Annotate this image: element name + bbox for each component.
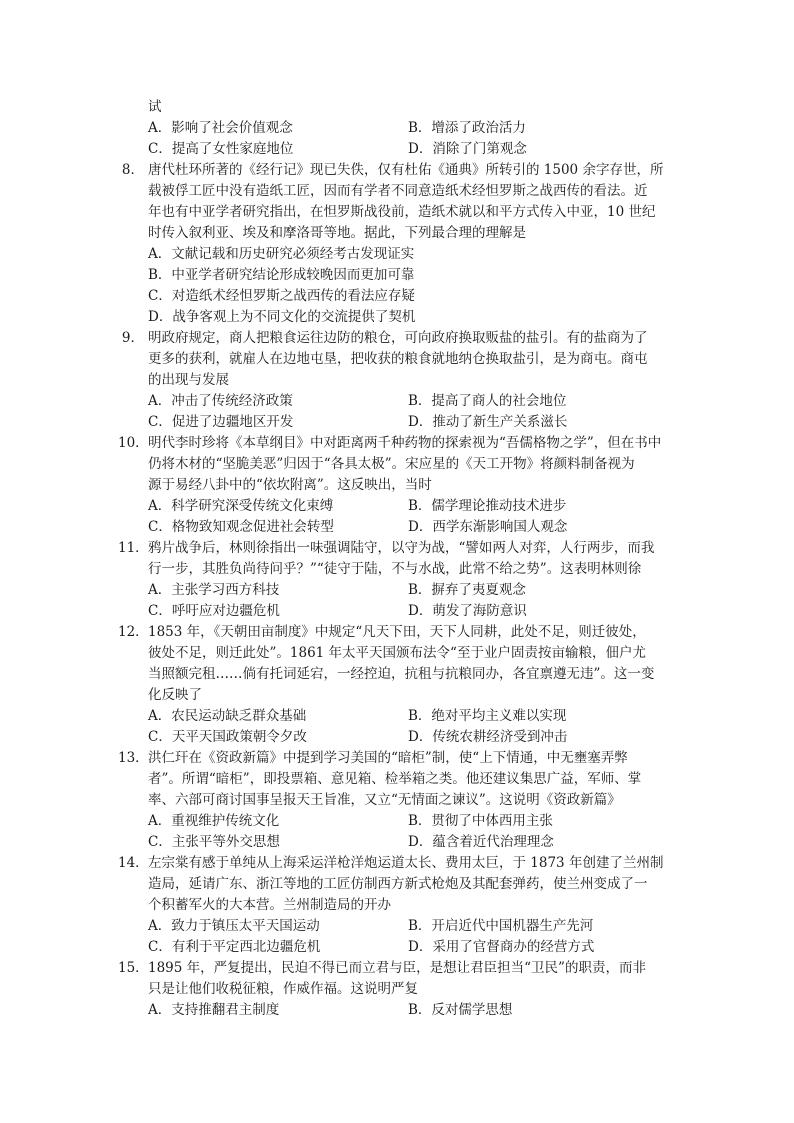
q8-stem-line: 唐代杜环所著的《经行记》现已失佚，仅有杜佑《通典》所转引的 1500 余字存世，所 <box>148 162 664 178</box>
q14-stem-line: 个积蓄军火的大本营。兰州制造局的开办 <box>148 897 391 913</box>
q9-stem-line: 更多的获利，就雇人在边地屯垦，把收获的粮食就地纳仓换取盐引，是为商屯。商屯 <box>148 351 648 367</box>
q14-stem-line: 左宗棠有感于单纯从上海采运洋枪洋炮运道太长、费用太巨，于 1873 年创建了兰州制 <box>148 855 664 871</box>
q12-option-c: C．天平天国政策朝令夕改 <box>148 729 307 745</box>
q8-option-b: B．中亚学者研究结论形成较晚因而更加可靠 <box>148 267 415 283</box>
q10-stem-line: 源于易经八卦中的“依坎附离”。这反映出，当时 <box>148 477 432 493</box>
q8-option-c: C．对造纸术经怛罗斯之战西传的看法应存疑 <box>148 288 415 304</box>
q13-stem-line: 洪仁玕在《资政新篇》中提到学习美国的“暗柜”制，使“上下情通，中无壅塞弄弊 <box>148 750 628 766</box>
q11-stem-line: 行一步，其胜负尚待问乎？”“徒守于陆，不与水战，此常不给之势”。这表明林则徐 <box>148 561 642 577</box>
q10-number: 10． <box>118 435 149 451</box>
q8-stem-line: 载被俘工匠中没有造纸工匠，因而有学者不同意造纸术经怛罗斯之战西传的看法。近 <box>148 183 648 199</box>
q12-option-d: D．传统农耕经济受到冲击 <box>408 729 568 745</box>
q10-option-b: B．儒学理论推动技术进步 <box>408 498 567 514</box>
q9-option-b: B．提高了商人的社会地位 <box>408 393 567 409</box>
q8-stem-line: 时传入叙利亚、埃及和摩洛哥等地。据此，下列最合理的理解是 <box>148 225 526 241</box>
q14-number: 14． <box>118 855 149 871</box>
q12-stem-line: 1853 年，《天朝田亩制度》中规定“凡天下田，天下人同耕，此处不足，则迁彼处， <box>148 624 646 640</box>
q10-stem-line: 明代李时珍将《本草纲目》中对距离两千种药物的探索视为“吾儒格物之学”，但在书中 <box>148 435 662 451</box>
q8-option-d: D．战争客观上为不同文化的交流提供了契机 <box>148 309 416 325</box>
q15-stem-line: 1895 年，严复提出，民迫不得已而立君与臣，是想让君臣担当“卫民”的职责，而非 <box>148 960 646 976</box>
q7-tail: 试 <box>148 99 162 115</box>
q13-number: 13． <box>118 750 149 766</box>
q7-option-b: B．增添了政治活力 <box>408 120 526 136</box>
q11-stem-line: 鸦片战争后，林则徐指出一味强调陆守，以守为战，“譬如两人对弈，人行两步，而我 <box>148 540 655 556</box>
q13-option-b: B．贯彻了中体西用主张 <box>408 813 553 829</box>
q11-option-d: D．萌发了海防意识 <box>408 603 527 619</box>
q13-option-c: C．主张平等外交思想 <box>148 834 280 850</box>
q14-option-a: A．致力于镇压太平天国运动 <box>148 918 320 934</box>
q10-stem-line: 仍将木材的“坚脆美恶”归因于“各具太极”。宋应星的《天工开物》将颜料制备视为 <box>148 456 635 472</box>
q15-option-b: B．反对儒学思想 <box>408 1002 513 1018</box>
q14-option-d: D．采用了官督商办的经营方式 <box>408 939 595 955</box>
q13-stem-line: 者”。所谓“暗柜”，即投票箱、意见箱、检举箱之类。他还建议集思广益，军师、掌 <box>148 771 642 787</box>
q11-option-b: B．摒弃了夷夏观念 <box>408 582 526 598</box>
q14-stem-line: 造局，延请广东、浙江等地的工匠仿制西方新式枪炮及其配套弹药，使兰州变成了一 <box>148 876 648 892</box>
q11-number: 11． <box>118 540 149 556</box>
q12-option-b: B．绝对平均主义难以实现 <box>408 708 567 724</box>
q12-number: 12． <box>118 624 149 640</box>
q15-number: 15． <box>118 960 149 976</box>
q10-option-a: A．科学研究深受传统文化束缚 <box>148 498 334 514</box>
q8-stem-line: 年也有中亚学者研究指出，在怛罗斯战役前，造纸术就以和平方式传入中亚，10 世纪 <box>148 204 656 220</box>
q11-option-a: A．主张学习西方科技 <box>148 582 280 598</box>
q13-option-d: D．蕴含着近代治理理念 <box>408 834 554 850</box>
q7-option-a: A．影响了社会价值观念 <box>148 120 293 136</box>
q9-option-a: A．冲击了传统经济政策 <box>148 393 293 409</box>
q13-option-a: A．重视维护传统文化 <box>148 813 280 829</box>
q12-option-a: A．农民运动缺乏群众基础 <box>148 708 307 724</box>
q9-number: 9． <box>121 330 144 346</box>
q12-stem-line: 当照额完租……倘有托词延宕，一经控迫，抗租与抗粮同办，各宜禀遵无违”。这一变 <box>148 666 655 682</box>
q13-stem-line: 率、六部可商讨国事呈报天王旨准，又立“无情面之谏议”。这说明《资政新篇》 <box>148 792 621 808</box>
q10-option-d: D．西学东渐影响国人观念 <box>408 519 568 535</box>
q9-option-c: C．促进了边疆地区开发 <box>148 414 294 430</box>
q12-stem-line: 彼处不足，则迁此处”。1861 年太平天国颁布法令“至于业户固责按亩输粮，佃户尤 <box>148 645 646 661</box>
q9-stem-line: 的出现与发展 <box>148 372 229 388</box>
q11-option-c: C．呼吁应对边疆危机 <box>148 603 280 619</box>
q7-option-d: D．消除了门第观念 <box>408 141 527 157</box>
q9-stem-line: 明政府规定，商人把粮食运往边防的粮仓，可向政府换取贩盐的盐引。有的盐商为了 <box>148 330 648 346</box>
q10-option-c: C．格物致知观念促进社会转型 <box>148 519 334 535</box>
q15-stem-line: 只是让他们收税征粮，作威作福。这说明严复 <box>148 981 418 997</box>
q8-option-a: A．文献记载和历史研究必须经考古发现证实 <box>148 246 415 262</box>
q9-option-d: D．推动了新生产关系滋长 <box>408 414 568 430</box>
q12-stem-line: 化反映了 <box>148 687 202 703</box>
q14-option-c: C．有利于平定西北边疆危机 <box>148 939 321 955</box>
q15-option-a: A．支持推翻君主制度 <box>148 1002 280 1018</box>
q14-option-b: B．开启近代中国机器生产先河 <box>408 918 594 934</box>
q8-number: 8． <box>121 162 144 178</box>
q7-option-c: C．提高了女性家庭地位 <box>148 141 294 157</box>
